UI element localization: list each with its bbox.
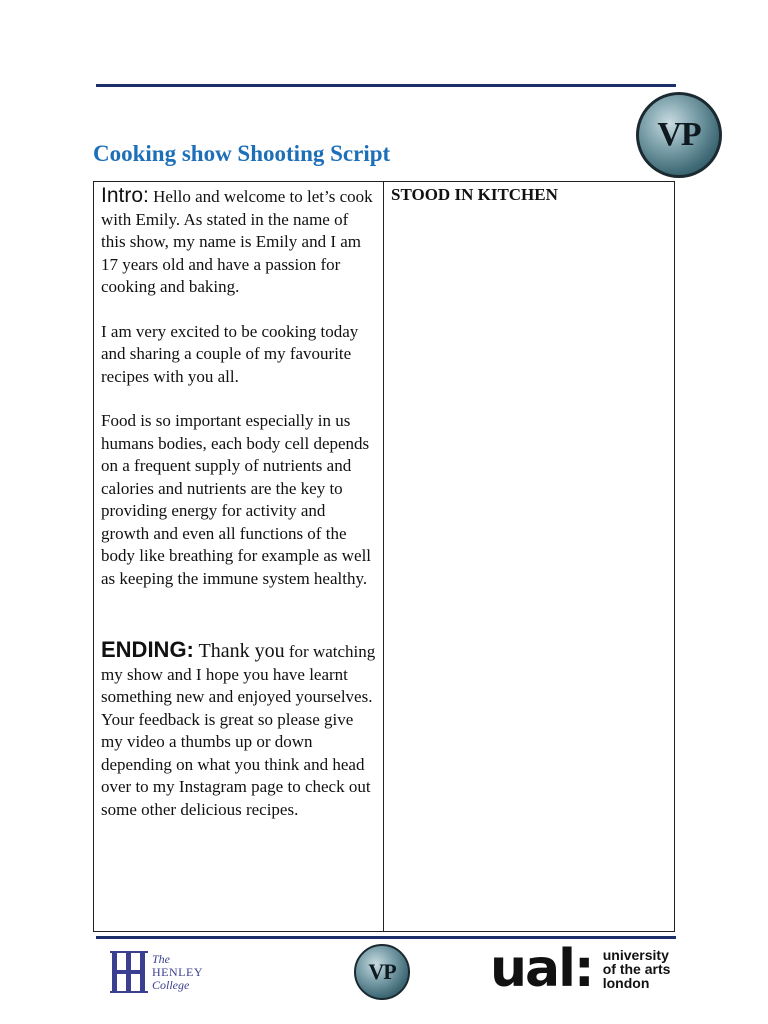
script-dialogue-column [94, 182, 384, 931]
script-direction-column [384, 182, 674, 931]
henley-mark-icon [110, 951, 148, 993]
vp-footer-logo [354, 944, 410, 1000]
ual-line-3: london [602, 975, 650, 991]
intro-text: Hello and welcome to let’s cook with Emily. As stated in the name of this show, my name is Emily and I am 17 years old and have a passion for cooking and baking. [101, 187, 373, 296]
henley-line-1: The [152, 951, 170, 966]
ual-logo [490, 939, 671, 999]
ual-line-1: university [602, 947, 669, 963]
intro-paragraph [101, 185, 377, 299]
vp-logo-text: VP [657, 116, 701, 153]
document-title: Cooking show Shooting Script [93, 141, 391, 166]
intro-paragraph-3: Food is so important especially in us humans bodies, each body cell depends on a frequent supply of nutrients and calories and nutrients are the key to providing energy for activity and growth and even all functions of the body like breathing for example as well as keeping the immune system healthy. [101, 411, 372, 588]
vp-logo [636, 92, 722, 178]
ending-phrase: Thank you [193, 640, 285, 662]
intro-paragraph-2: I am very excited to be cooking today and sharing a couple of my favourite recipes with you all. [101, 321, 359, 386]
script-table [93, 181, 675, 932]
spacer [101, 612, 377, 639]
ual-mark: ual: [490, 939, 593, 999]
henley-line-3: College [152, 977, 190, 992]
stage-direction: STOOD IN KITCHEN [391, 185, 558, 204]
ending-heading: ENDING: [101, 637, 194, 662]
henley-college-logo [110, 950, 210, 994]
ending-text: for watching my show and I hope you have learnt something new and enjoyed yourselves. Your feedback is great so please give my video a thumbs up or down depending on what you think and head over to my Instagram page to check out some other delicious recipes. [101, 642, 376, 819]
ual-line-2: of the arts [602, 961, 671, 977]
ending-paragraph [101, 639, 377, 821]
vp-footer-logo-text: VP [368, 959, 396, 984]
intro-heading: Intro: [101, 184, 149, 207]
header-rule [96, 84, 676, 87]
henley-line-2: HENLEY [152, 964, 203, 979]
